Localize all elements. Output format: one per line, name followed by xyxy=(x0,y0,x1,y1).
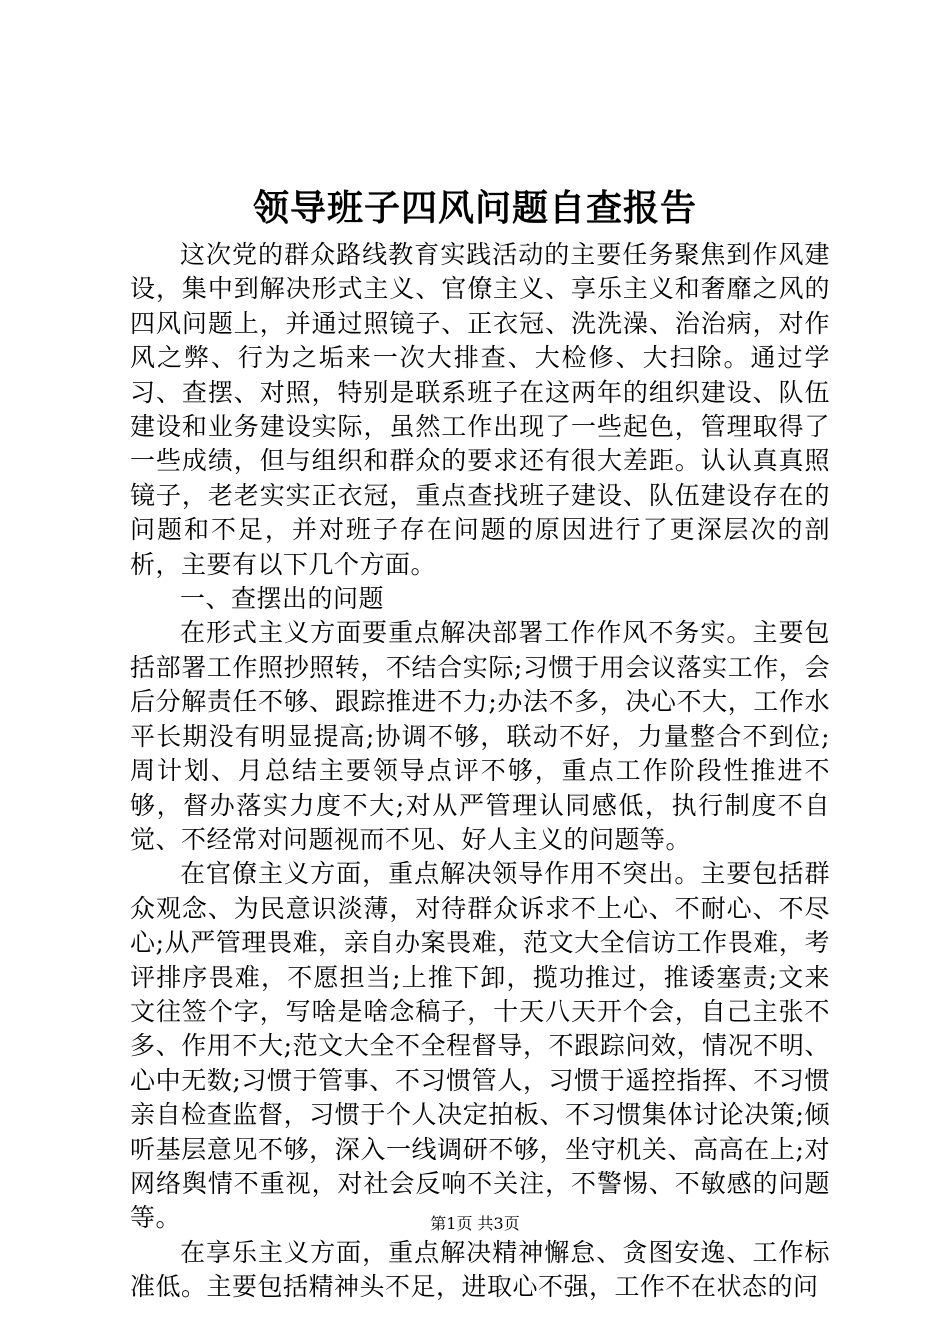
section-heading: 一、查摆出的问题 xyxy=(180,584,385,614)
document-body xyxy=(130,238,830,1305)
hedonism-paragraph: 在享乐主义方面，重点解决精神懈怠、贪图安逸、工作标准低。主要包括精神头不足，进取心不强，工作不在状态的问 xyxy=(130,1237,830,1302)
formalism-paragraph: 在形式主义方面要重点解决部署工作作风不务实。主要包括部署工作照抄照转，不结合实际;习惯于用会议落实工作，会后分解责任不够、跟踪推进不力;办法不多，决心不大，工作水平长期没有明显提高;协调不够，联动不好，力量整合不到位;周计划、月总结主要领导点评不够，重点工作阶段性推进不够，督办落实力度不大;对从严管理认同感低，执行制度不自觉、不经常对问题视而不见、好人主义的问题等。 xyxy=(130,618,830,854)
bureaucratism-paragraph: 在官僚主义方面，重点解决领导作用不突出。主要包括群众观念、为民意识淡薄，对待群众诉求不上心、不耐心、不尽心;从严管理畏难，亲自办案畏难，范文大全信访工作畏难，考评排序畏难，不愿担当;上推下卸，揽功推过，推诿塞责;文来文往签个字，写啥是啥念稿子，十天八天开个会，自己主张不多、作用不大;范文大全不全程督导，不跟踪问效，情况不明、心中无数;习惯于管事、不习惯管人，习惯于遥控指挥、不习惯亲自检查监督，习惯于个人决定拍板、不习惯集体讨论决策;倾听基层意见不够，深入一线调研不够，坐守机关、高高在上;对网络舆情不重视，对社会反响不关注，不警惕、不敏感的问题等。 xyxy=(130,859,830,1233)
document-title: 领导班子四风问题自查报告 xyxy=(252,187,697,229)
page-footer: 第1页 共3页 xyxy=(430,1214,520,1233)
intro-paragraph: 这次党的群众路线教育实践活动的主要任务聚焦到作风建设，集中到解决形式主义、官僚主义、享乐主义和奢靡之风的四风问题上，并通过照镜子、正衣冠、洗洗澡、治治病，对作风之弊、行为之垢来一次大排查、大检修、大扫除。通过学习、查摆、对照，特别是联系班子在这两年的组织建设、队伍建设和业务建设实际，虽然工作出现了一些起色，管理取得了一些成绩，但与组织和群众的要求还有很大差距。认认真真照镜子，老老实实正衣冠，重点查找班子建设、队伍建设存在的问题和不足，并对班子存在问题的原因进行了更深层次的剖析，主要有以下几个方面。 xyxy=(130,240,830,579)
